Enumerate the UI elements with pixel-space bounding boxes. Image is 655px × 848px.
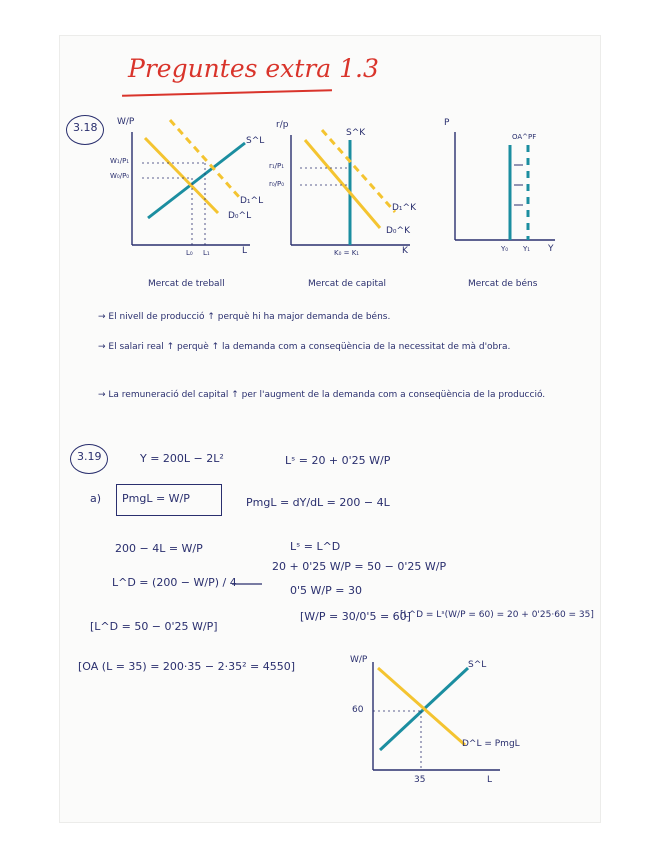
equilibrium-equation: 20 + 0'25 W/P = 50 − 0'25 W/P	[272, 560, 447, 573]
graph4-x-axis-label: L	[487, 775, 493, 785]
graph2-ytick-0: r₀/P₀	[269, 180, 285, 188]
labour-supply: Lˢ = 20 + 0'25 W/P	[285, 454, 391, 467]
part-a-label: a)	[90, 492, 102, 505]
equilibrium-simplified: 0'5 W/P = 30	[290, 584, 362, 597]
ld-result: [L^D = 50 − 0'25 W/P]	[90, 620, 218, 633]
graph1-ytick-1: W₁/P₁	[110, 157, 130, 165]
wp-result: [W/P = 30/0'5 = 60]	[300, 610, 411, 623]
pmgl-derivative: PmgL = dY/dL = 200 − 4L	[246, 496, 390, 509]
bullet-2: → El salari real ↑ perquè ↑ la demanda com a conseqüència de la necessitat de mà d'obra.	[98, 342, 511, 352]
graph2-demand0-label: D₀^K	[386, 226, 410, 236]
question-number: 3.18	[73, 121, 98, 134]
pmgl-condition: PmgL = W/P	[122, 492, 190, 505]
graph1-x-axis-label: L	[242, 246, 248, 256]
graph2-y-axis-label: r/p	[276, 120, 289, 130]
graph4-demand-label: D^L = PmgL	[462, 739, 520, 749]
graph1-supply-label: S^L	[246, 136, 265, 146]
graph2-ytick-1: r₁/P₁	[269, 162, 285, 170]
graph4-ytick: 60	[352, 705, 364, 715]
step-2: L^D = (200 − W/P) / 4	[112, 576, 237, 589]
graph3-x-axis-label: Y	[548, 244, 554, 254]
graph4-xtick: 35	[414, 775, 426, 785]
graph1-y-axis-label: W/P	[117, 117, 135, 127]
page-title: Preguntes extra 1.3	[128, 54, 379, 83]
bullet-3: → La remuneració del capital ↑ per l'augment de la demanda com a conseqüència de la producció.	[98, 390, 546, 400]
l-result: [L^D = Lˢ(W/P = 60) = 20 + 0'25·60 = 35]	[400, 610, 594, 620]
equilibrium-condition: Lˢ = L^D	[290, 540, 341, 553]
graph1-xtick-1: L₁	[203, 249, 210, 257]
graph2-supply-label: S^K	[346, 128, 366, 138]
graph1-caption: Mercat de treball	[148, 279, 225, 289]
graph4-y-axis-label: W/P	[350, 655, 368, 665]
graph2-x-axis-label: K	[402, 246, 408, 256]
goods-market-graph	[455, 132, 555, 240]
step-1: 200 − 4L = W/P	[115, 542, 203, 555]
graph1-xtick-0: L₀	[186, 249, 193, 257]
graph3-xtick-1: Y₁	[523, 245, 531, 253]
labour-market-graph	[132, 120, 250, 245]
graph2-xtick: K₀ = K₁	[334, 249, 360, 257]
graph3-curve-label: OA^PF	[512, 133, 537, 141]
graph1-ytick-0: W₀/P₀	[110, 172, 130, 180]
graph3-y-axis-label: P	[444, 118, 450, 128]
graph2-demand1-label: D₁^K	[392, 203, 416, 213]
equilibrium-graph	[373, 662, 500, 770]
question-number-2: 3.19	[77, 450, 102, 463]
bullet-1: → El nivell de producció ↑ perquè hi ha major demanda de béns.	[98, 312, 391, 322]
graph1-demand1-label: D₁^L	[240, 196, 264, 206]
graph1-demand0-label: D₀^L	[228, 211, 252, 221]
oa-result: [OA (L = 35) = 200·35 − 2·35² = 4550]	[78, 660, 296, 673]
graph4-supply-label: S^L	[468, 660, 487, 670]
graph3-caption: Mercat de béns	[468, 279, 538, 289]
production-function: Y = 200L − 2L²	[140, 452, 224, 465]
graph2-caption: Mercat de capital	[308, 279, 386, 289]
graph3-xtick-0: Y₀	[501, 245, 509, 253]
